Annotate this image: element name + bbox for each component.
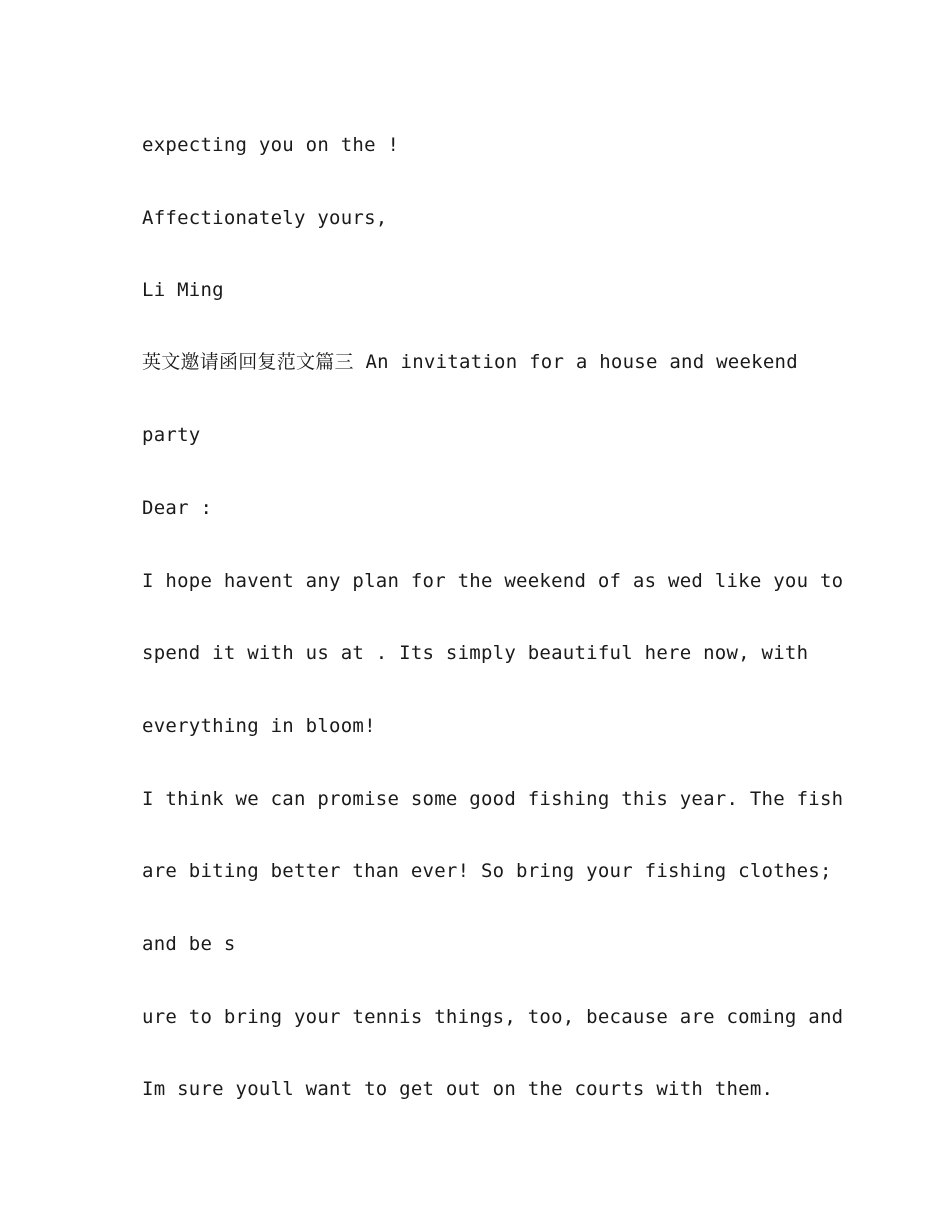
section-heading: 英文邀请函回复范文篇三 An invitation for a house and weekend (142, 351, 798, 373)
section-heading-continued: party (142, 424, 201, 446)
text-line-body: ure to bring your tennis things, too, because are coming and (142, 1006, 844, 1028)
text-line-body: Im sure youll want to get out on the courts with them. (142, 1078, 774, 1100)
text-line-body: I think we can promise some good fishing this year. The fish (142, 788, 844, 810)
text-line-body: and be s (142, 933, 236, 955)
text-line-closing-expectation: expecting you on the ! (142, 134, 400, 156)
text-line-body: everything in bloom! (142, 715, 376, 737)
text-line-body: I hope havent any plan for the weekend of as wed like you to (142, 570, 844, 592)
text-line-body: are biting better than ever! So bring your fishing clothes; (142, 860, 832, 882)
text-line-salutation: Dear : (142, 497, 213, 519)
text-line-body: spend it with us at . Its simply beautiful here now, with (142, 642, 809, 664)
text-line-sign-off: Affectionately yours, (142, 207, 388, 229)
text-line-signature: Li Ming (142, 279, 224, 301)
